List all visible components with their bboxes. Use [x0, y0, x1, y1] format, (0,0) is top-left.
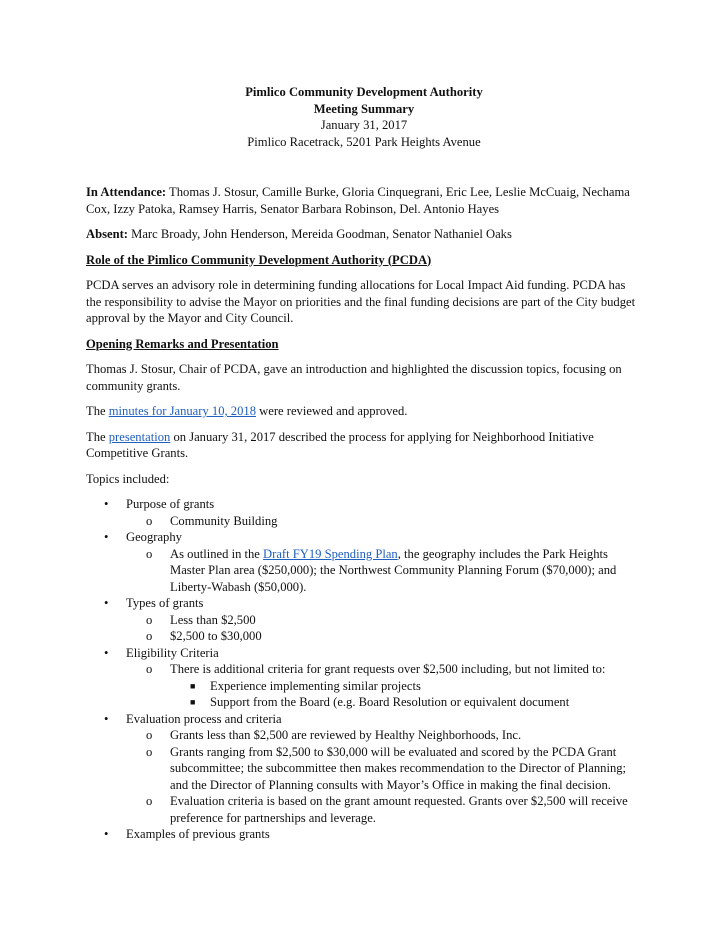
list-item	[126, 678, 642, 695]
type-item: Less than $2,500	[170, 612, 256, 627]
type-item: $2,500 to $30,000	[170, 629, 262, 643]
types-sublist	[126, 612, 642, 645]
presentation-post-text: on January 31, 2017 described the process for applying for Neighborhood Initiative Competitive Grants.	[86, 429, 594, 460]
topics-list	[86, 496, 642, 843]
document-page	[86, 84, 642, 843]
eligibility-subitem: Experience implementing similar projects	[210, 678, 421, 693]
geography-pre-text: As outlined in the	[170, 546, 264, 561]
list-item	[86, 529, 642, 595]
circle-bullet-icon: o	[146, 513, 153, 528]
role-heading: Role of the Pimlico Community Development Authority (PCDA)	[86, 252, 432, 267]
eligibility-subitem: Support from the Board (e.g. Board Resolution or equivalent document	[210, 695, 570, 709]
absent-names: Marc Broady, John Henderson, Mereida Goodman, Senator Nathaniel Oaks	[131, 227, 512, 241]
bullet-icon: •	[104, 497, 109, 511]
document-header	[86, 84, 642, 150]
list-item	[86, 645, 642, 711]
list-item	[126, 612, 642, 629]
list-item	[86, 496, 642, 529]
circle-bullet-icon: o	[146, 612, 153, 627]
opening-heading: Opening Remarks and Presentation	[86, 336, 279, 351]
circle-bullet-icon: o	[146, 728, 153, 742]
bullet-icon: •	[104, 711, 109, 726]
geography-post-text: , the geography includes the Park Heights Master Plan area ($250,000); the Northwest Community Planning Forum ($70,000); and Liberty-Wabash ($50,000).	[170, 546, 617, 594]
list-item	[126, 694, 642, 711]
list-item	[126, 727, 642, 744]
evaluation-sublist	[126, 727, 642, 826]
list-item	[126, 744, 642, 794]
circle-bullet-icon: o	[146, 662, 153, 676]
purpose-sublist	[126, 513, 642, 530]
square-bullet-icon: ■	[190, 697, 196, 707]
topic-types: Types of grants	[126, 596, 204, 610]
minutes-link[interactable]: minutes for January 10, 2018	[108, 404, 256, 418]
role-body: PCDA serves an advisory role in determining funding allocations for Local Impact Aid funding. PCDA has the responsibility to advise the Mayor on priorities and the final funding decisions are part of the City budget approval by the Mayor and City Council.	[86, 278, 636, 325]
purpose-item: Community Building	[170, 513, 278, 528]
spending-plan-link[interactable]: Draft FY19 Spending Plan	[263, 546, 398, 561]
list-item	[126, 793, 642, 826]
presentation-paragraph	[86, 429, 642, 462]
absent-paragraph	[86, 226, 642, 243]
bullet-icon: •	[104, 827, 109, 841]
list-item	[126, 661, 642, 678]
topics-label: Topics included:	[86, 471, 170, 486]
eligibility-sublist	[126, 661, 642, 678]
minutes-pre-text: The	[86, 404, 109, 418]
evaluation-item: Grants less than $2,500 are reviewed by Healthy Neighborhoods, Inc.	[170, 728, 522, 742]
list-item	[126, 628, 642, 645]
list-item	[126, 546, 642, 596]
circle-bullet-icon: o	[146, 794, 153, 808]
attendance-names: Thomas J. Stosur, Camille Burke, Gloria Cinquegrani, Eric Lee, Leslie McCuaig, Nechama Cox, Izzy Patoka, Ramsey Harris, Senator Barbara Robinson, Del. Antonio Hayes	[86, 185, 630, 216]
bullet-icon: •	[104, 596, 109, 610]
topic-geography: Geography	[126, 530, 182, 544]
circle-bullet-icon: o	[146, 629, 153, 643]
opening-intro: Thomas J. Stosur, Chair of PCDA, gave an introduction and highlighted the discussion topics, focusing on community grants.	[86, 362, 622, 393]
presentation-pre-text: The	[86, 429, 109, 444]
meeting-location: Pimlico Racetrack, 5201 Park Heights Avenue	[247, 134, 481, 149]
bullet-icon: •	[104, 530, 109, 544]
circle-bullet-icon: o	[146, 546, 153, 561]
minutes-post-text: were reviewed and approved.	[256, 404, 408, 418]
absent-label: Absent:	[86, 227, 128, 241]
evaluation-item: Grants ranging from $2,500 to $30,000 will be evaluated and scored by the PCDA Grant subcommittee; the subcommittee then makes recommendation to the Director of Planning; and the Director of Planning consults with Mayor’s Office in making the final decision.	[170, 744, 627, 792]
org-name: Pimlico Community Development Authority	[245, 85, 483, 99]
circle-bullet-icon: o	[146, 744, 153, 759]
geography-sublist	[126, 546, 642, 596]
list-item	[86, 711, 642, 827]
topic-examples: Examples of previous grants	[126, 827, 270, 841]
bullet-icon: •	[104, 645, 109, 660]
eligibility-subsublist	[126, 678, 642, 711]
list-item	[86, 595, 642, 645]
eligibility-item: There is additional criteria for grant requests over $2,500 including, but not limited to:	[170, 662, 606, 676]
evaluation-item: Evaluation criteria is based on the grant amount requested. Grants over $2,500 will receive preference for partnerships and leverage.	[170, 794, 628, 825]
topic-eligibility: Eligibility Criteria	[126, 645, 219, 660]
topic-evaluation: Evaluation process and criteria	[126, 711, 282, 726]
square-bullet-icon: ■	[190, 680, 196, 691]
presentation-link[interactable]: presentation	[108, 429, 171, 444]
attendance-paragraph	[86, 184, 642, 217]
topic-purpose: Purpose of grants	[126, 497, 215, 511]
minutes-paragraph	[86, 403, 642, 420]
list-item	[126, 513, 642, 530]
doc-type: Meeting Summary	[313, 101, 415, 116]
list-item	[86, 826, 642, 843]
attendance-label: In Attendance:	[86, 185, 167, 199]
meeting-date: January 31, 2017	[320, 118, 408, 132]
